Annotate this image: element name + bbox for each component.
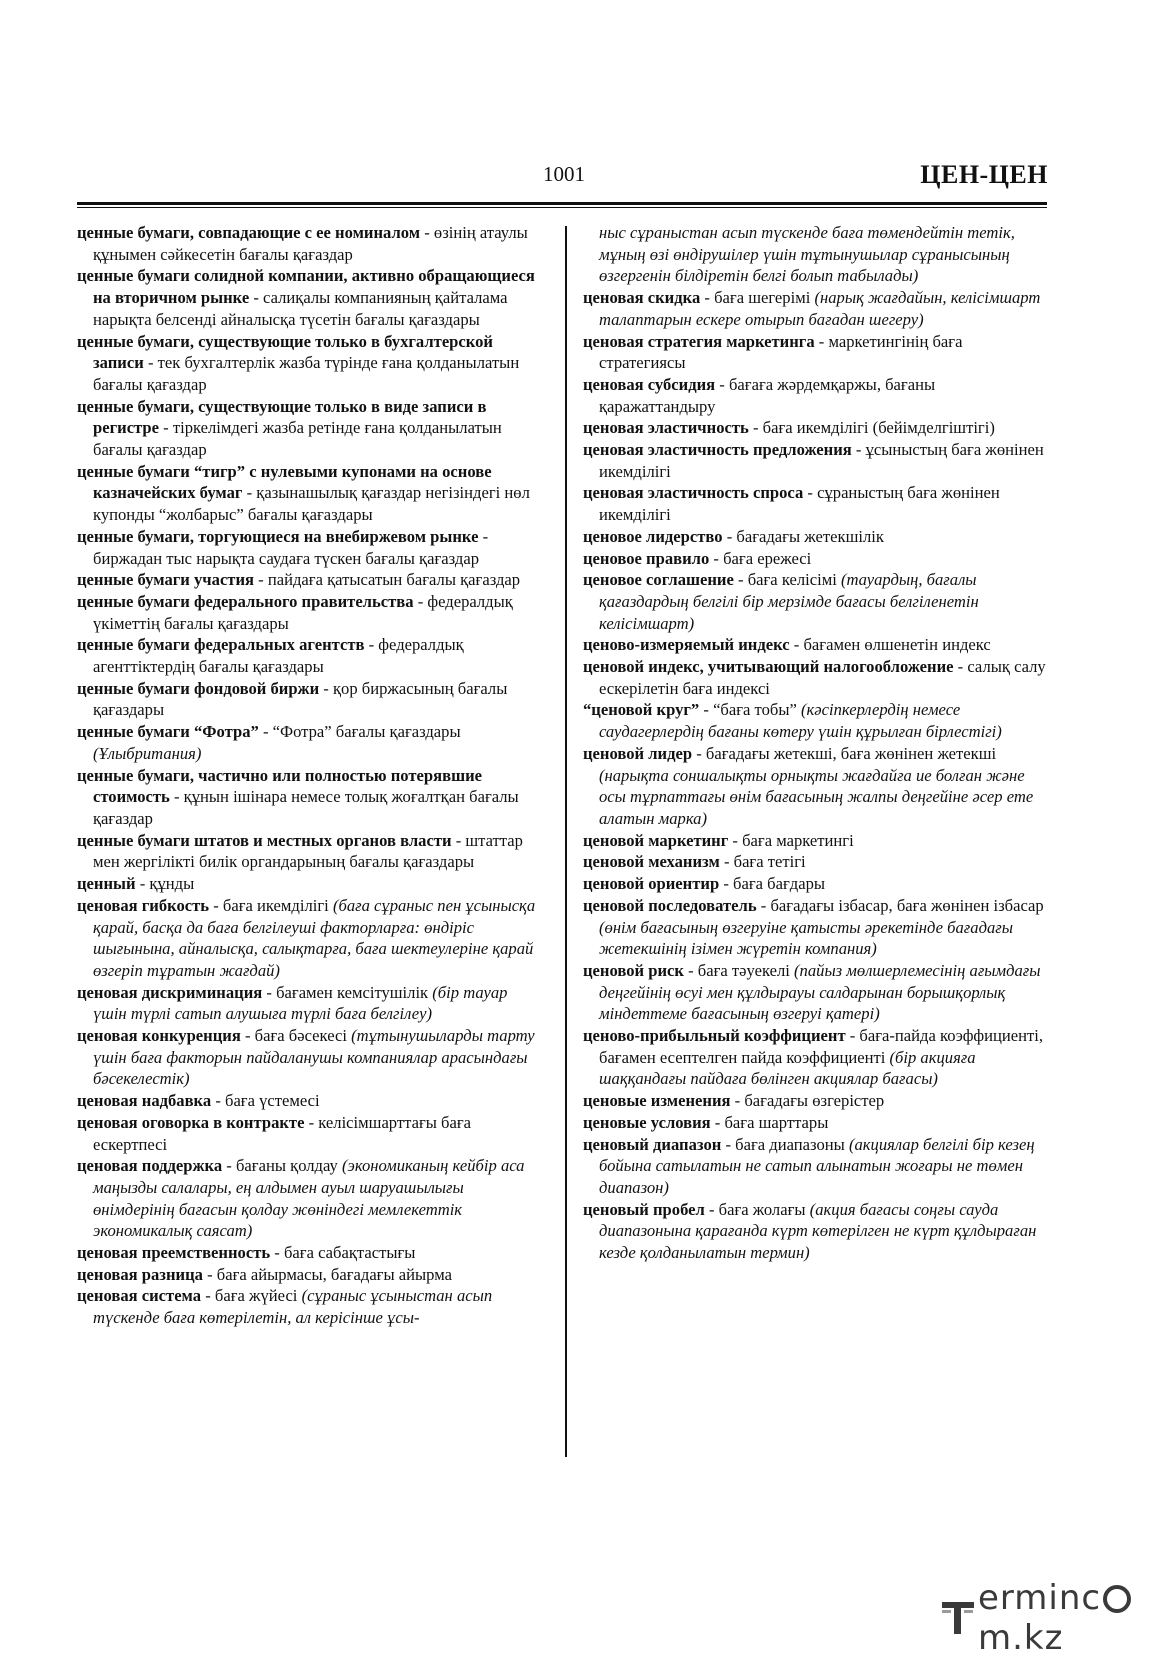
- entry-term: ценовая скидка: [583, 288, 701, 308]
- entry-term: ценовая эластичность предложения: [583, 440, 852, 460]
- entry-definition: келісімшарттағы баға ескертпесі: [93, 1112, 472, 1154]
- entry-note: (нарық жағдайын, келісімшарт талаптарын ескере отырып бағадан шегеру): [599, 288, 1041, 329]
- entry-term: ценные бумаги, существующие только в бухгалтерской записи: [77, 331, 493, 373]
- entry-term: ценовой лидер: [583, 743, 693, 763]
- dictionary-entry: ценовая стратегия маркетинга - маркетингінің баға стратегиясы: [583, 331, 963, 373]
- entry-term: ценовое соглашение: [583, 570, 734, 590]
- entry-term: ценово-измеряемый индекс: [583, 635, 790, 655]
- dictionary-entry: ценовое правило - баға ережесі: [583, 548, 812, 568]
- page-number: 1001: [543, 162, 585, 186]
- entry-definition: баға шарттары: [724, 1112, 829, 1132]
- entry-definition: “баға тобы”: [713, 700, 797, 720]
- entry-definition: баға диапазоны: [735, 1134, 845, 1154]
- entry-definition: бағадағы жетекші, баға жөнінен жетекші: [705, 743, 997, 763]
- entry-note: (тұтынушыларды тарту үшін баға факторын пайдаланушы компаниялар арасындағы бәсекелестік): [93, 1026, 535, 1089]
- entry-term: ценовые условия: [583, 1112, 711, 1132]
- entry-definition: бағадағы ізбасар, баға жөнінен ізбасар: [770, 895, 1044, 915]
- entry-term: ценные бумаги участия: [77, 570, 254, 590]
- entry-term: ценовой маркетинг: [583, 830, 729, 850]
- entry-definition: штаттар мен жергілікті билік органдарының бағалы қағаздары: [93, 830, 523, 872]
- entry-note: (бір тауар үшін түрлі сатып алушыға түрлі баға белгілеу): [93, 982, 508, 1024]
- entry-term: ценово-прибыльный коэффициент: [583, 1026, 846, 1046]
- dictionary-entry: ценные бумаги, торгующиеся на внебиржевом рынке - биржадан тыс нарықта саудаға түскен бағалы қағаздар: [77, 526, 489, 568]
- entry-note: (баға сұраныс пен ұсынысқа қарай, басқа да баға белгілеуші факторларға: өндіріс шығынына, айналысқа, салықтарға, баға шектеулеріне қарай өзгеріп тұратын жағдай): [93, 895, 536, 980]
- logo-t-icon: [940, 1598, 976, 1638]
- entry-note: (нарықта соншалықты орнықты жағдайға ие болған және осы тұрпаттағы өнім бағасының жалпы деңгейіне әсер ете алатын марка): [599, 765, 1034, 828]
- entry-definition: баға тәуекелі: [697, 960, 790, 980]
- entry-definition: баға айырмасы, бағадағы айырма: [216, 1264, 452, 1284]
- entry-term: ценные бумаги, совпадающие с ее номиналом: [77, 223, 421, 242]
- dictionary-entry: ценовой лидер - бағадағы жетекші, баға жөнінен жетекші (нарықта соншалықты орнықты жағдайға ие болған және осы тұрпаттағы өнім бағасының жалпы деңгейіне әсер ете алатын марка): [583, 743, 1034, 828]
- entry-term: ценные бумаги федерального правительства: [77, 591, 414, 611]
- entry-definition: бағаны қолдау: [235, 1156, 338, 1176]
- entry-term: ценные бумаги “Фотра”: [77, 722, 259, 742]
- dictionary-entry: ценные бумаги “Фотра” - “Фотра” бағалы қағаздары (Ұлыбритания): [77, 722, 461, 763]
- dictionary-entry: ценовая оговорка в контракте - келісімшарттағы баға ескертпесі: [77, 1112, 472, 1154]
- dictionary-entry: ценные бумаги участия - пайдаға қатысатын бағалы қағаздар: [77, 570, 521, 590]
- entry-term: ценовой последователь: [583, 895, 757, 915]
- entry-term: ценные бумаги солидной компании, активно обращающиеся на вторичном рынке: [77, 266, 535, 308]
- entry-term: ценовая субсидия: [583, 374, 716, 394]
- entry-term: “ценовой круг”: [583, 700, 700, 720]
- dictionary-entry: “ценовой круг” - “баға тобы” (кәсіпкерлердің немесе саудагерлердің бағаны көтеру үшін құрылған бірлестігі): [583, 700, 1002, 742]
- entry-term: ценовая оговорка в контракте: [77, 1112, 305, 1132]
- entry-term: ценовой индекс, учитывающий налогообложение: [583, 657, 954, 677]
- entry-definition: бағамен өлшенетін индекс: [803, 635, 991, 655]
- entry-definition: қор биржасының бағалы қағаздары: [93, 678, 508, 720]
- entry-term: ценовое лидерство: [583, 526, 723, 546]
- entry-definition: құнды: [149, 874, 195, 894]
- entry-note: (Ұлыбритания): [93, 743, 202, 763]
- dictionary-entry: ценовой последователь - бағадағы ізбасар, баға жөнінен ізбасар (өнім бағасының өзгеруіне қатысты әрекетінде бағадағы жетекшінің ізімен жүретін компания): [583, 895, 1044, 959]
- entry-note: (тауардың, бағалы қағаздардың белгілі бір мерзімде бағасы белгіленетін келісімшарт): [599, 570, 979, 633]
- dictionary-entry: ценовая эластичность - баға икемділігі (бейімделгіштігі): [583, 418, 995, 438]
- entry-term: ценовая преемственность: [77, 1243, 271, 1263]
- entry-term: ценовый диапазон: [583, 1134, 722, 1154]
- dictionary-entry: ценные бумаги, совпадающие с ее номиналом - өзінің атаулы құнымен сәйкесетін бағалы қағаздар: [77, 223, 528, 264]
- entry-term: ценовая эластичность спроса: [583, 483, 804, 503]
- dictionary-entry: ценовой риск - баға тәуекелі (пайыз мөлшерлемесінің ағымдағы деңгейінің өсуі мен құлдырауы салдарынан борышқорлық міндеттеме бағасының өзгеруі қатері): [583, 960, 1041, 1024]
- entry-definition: баға келісімі: [747, 570, 837, 590]
- column-divider: [565, 226, 567, 1457]
- entry-note: (кәсіпкерлердің немесе саудагерлердің бағаны көтеру үшін құрылған бірлестігі): [599, 700, 1002, 742]
- dictionary-entry: [583, 222, 1047, 287]
- dictionary-entry: ценные бумаги федеральных агентств - федералдық агенттіктердің бағалы қағаздары: [77, 635, 464, 677]
- entry-term: ценовая разница: [77, 1264, 203, 1284]
- dictionary-entry: ценовая субсидия - бағаға жәрдемқаржы, бағаны қаражаттандыру: [583, 374, 936, 416]
- entry-note: (экономиканың кейбір аса маңызды салалары, ең алдымен ауыл шаруашылығы өнімдерінің бағасын қолдау жөніндегі мемлекеттік экономикалық саясат): [93, 1156, 525, 1241]
- entry-definition: баға икемділігі (бейімделгіштігі): [762, 418, 995, 438]
- dictionary-entry: ценовый пробел - баға жолағы (акция бағасы соңғы сауда диапазонына қарағанда күрт көтерілген не күрт құлдыраған кезде қолданылатын термин): [583, 1199, 1037, 1263]
- dictionary-entry: ценные бумаги, существующие только в виде записи в регистре - тіркелімдегі жазба ретінде ғана қолданылатын бағалы қағаздар: [77, 396, 502, 460]
- entry-term: ценовая поддержка: [77, 1156, 223, 1176]
- entry-definition: баға бәсекесі: [254, 1026, 347, 1046]
- entry-term: ценовый пробел: [583, 1199, 705, 1219]
- dictionary-entry: ценовая гибкость - баға икемділігі (баға сұраныс пен ұсынысқа қарай, басқа да баға белгілеуші факторларға: өндіріс шығынына, айналысқа, салықтарға, баға шектеулеріне қарай өзгеріп тұратын жағдай): [77, 895, 536, 980]
- logo-text: ermincm.kz: [978, 1578, 1158, 1658]
- dictionary-entry: ценный - құнды: [77, 874, 195, 894]
- dictionary-entry: ценово-прибыльный коэффициент - баға-пайда коэффициенті, бағамен есептелген пайда коэффициенті (бір акцияға шаққандағы пайдаға бөлінген акциялар бағасы): [583, 1026, 1044, 1089]
- entry-definition: “Фотра” бағалы қағаздары: [272, 722, 461, 742]
- entry-term: ценовая дискриминация: [77, 982, 263, 1002]
- entry-term: ценовая система: [77, 1286, 202, 1306]
- entry-definition: баға сабақтастығы: [283, 1243, 416, 1263]
- dictionary-entry: ценные бумаги фондовой биржи - қор биржасының бағалы қағаздары: [77, 678, 508, 720]
- dictionary-entry: ценовая преемственность - баға сабақтастығы: [77, 1243, 416, 1263]
- entry-term: ценовая конкуренция: [77, 1026, 241, 1046]
- right-column: [583, 222, 1047, 1264]
- entry-term: ценовая гибкость: [77, 895, 210, 915]
- header-rule-thin: [77, 207, 1047, 208]
- dictionary-entry: ценовой механизм - баға тетігі: [583, 852, 806, 872]
- entry-term: ценовое правило: [583, 548, 710, 568]
- entry-term: ценные бумаги “тигр” с нулевыми купонами на основе казначейских бумаг: [77, 461, 492, 503]
- entry-definition: маркетингінің баға стратегиясы: [599, 331, 963, 373]
- entry-definition: федералдық агенттіктердің бағалы қағаздары: [93, 635, 464, 677]
- entry-note: (сұраныс ұсыныстан асып түскенде баға көтерілетін, ал керісінше ұсы-: [93, 1286, 493, 1328]
- dictionary-entry: ценовой индекс, учитывающий налогообложение - салық салу ескерілетін баға индексі: [583, 657, 1046, 698]
- entry-term: ценные бумаги, существующие только в виде записи в регистре: [77, 396, 487, 438]
- entry-definition: баға икемділігі: [222, 895, 329, 915]
- entry-term: ценные бумаги федеральных агентств: [77, 635, 365, 655]
- entry-term: ценовой механизм: [583, 852, 720, 872]
- entry-definition: баға тетігі: [733, 852, 806, 872]
- dictionary-entry: ценовая эластичность предложения - ұсыныстың баға жөнінен икемділігі: [583, 440, 1044, 481]
- dictionary-entry: ценные бумаги, частично или полностью потерявшие стоимость - құнын ішінара немесе толық жоғалтқан бағалы қағаздар: [77, 765, 519, 828]
- entry-definition: бағамен кемсітушілік: [276, 982, 429, 1002]
- entry-note: (пайыз мөлшерлемесінің ағымдағы деңгейінің өсуі мен құлдырауы салдарынан борышқорлық міндеттеме бағасының өзгеруі қатері): [599, 960, 1041, 1024]
- dictionary-entry: ценовая скидка - баға шегерімі (нарық жағдайын, келісімшарт талаптарын ескере отырып бағадан шегеру): [583, 288, 1041, 329]
- dictionary-entry: ценные бумаги федерального правительства - федералдық үкіметтің бағалы қағаздары: [77, 591, 513, 633]
- entry-term: ценные бумаги, частично или полностью потерявшие стоимость: [77, 765, 482, 807]
- running-head: ЦЕН-ЦЕН: [920, 160, 1048, 189]
- entry-term: ценовые изменения: [583, 1091, 731, 1111]
- entry-definition: ұсыныстың баға жөнінен икемділігі: [599, 440, 1044, 481]
- entry-definition: бағадағы өзгерістер: [744, 1091, 885, 1111]
- entry-definition: баға жолағы: [718, 1199, 806, 1219]
- entry-definition: тек бухгалтерлік жазба түрінде ғана қолданылатын бағалы қағаздар: [93, 353, 520, 394]
- entry-definition: салық салу ескерілетін баға индексі: [599, 657, 1046, 698]
- entry-definition: баға жүйесі: [214, 1286, 298, 1306]
- dictionary-entry: ценовый диапазон - баға диапазоны (акциялар белгілі бір кезең бойына сатылатын не сатып алынатын жоғары не төмен диапазон): [583, 1134, 1035, 1197]
- dictionary-entry: ценные бумаги штатов и местных органов власти - штаттар мен жергілікті билік органдарының бағалы қағаздары: [77, 830, 523, 872]
- entry-definition: құнын ішінара немесе толық жоғалтқан бағалы қағаздар: [93, 787, 519, 828]
- entry-definition: салиқалы компанияның қайталама нарықта белсенді айналысқа түсетін бағалы қағаздары: [93, 288, 508, 329]
- header-rule: [77, 202, 1047, 205]
- entry-note: (өнім бағасының өзгеруіне қатысты әрекетінде бағадағы жетекшінің ізімен жүретін компания): [599, 917, 1013, 959]
- dictionary-entry: ценовая эластичность спроса - сұраныстың баға жөнінен икемділігі: [583, 483, 1000, 525]
- dictionary-entry: ценовая надбавка - баға үстемесі: [77, 1091, 320, 1111]
- entry-term: ценные бумаги штатов и местных органов власти: [77, 830, 452, 850]
- entry-definition: баға-пайда коэффициенті, бағамен есептелген пайда коэффициенті: [599, 1026, 1044, 1067]
- entry-term: ценные бумаги фондовой биржи: [77, 678, 320, 698]
- dictionary-entry: ценово-измеряемый индекс - бағамен өлшенетін индекс: [583, 635, 991, 655]
- entry-note: (акция бағасы соңғы сауда диапазонына қарағанда күрт көтерілген не күрт құлдыраған кезде қолданылатын термин): [599, 1199, 1037, 1263]
- entry-term: ценный: [77, 874, 136, 894]
- dictionary-entry: ценовые изменения - бағадағы өзгерістер: [583, 1091, 885, 1111]
- left-column: [77, 222, 545, 1329]
- entry-term: ценовой ориентир: [583, 874, 720, 894]
- dictionary-entry: ценовая конкуренция - баға бәсекесі (тұтынушыларды тарту үшін баға факторын пайдаланушы компаниялар арасындағы бәсекелестік): [77, 1026, 535, 1089]
- dictionary-entry: ценовое соглашение - баға келісімі (тауардың, бағалы қағаздардың белгілі бір мерзімде бағасы белгіленетін келісімшарт): [583, 570, 979, 633]
- entry-definition: тіркелімдегі жазба ретінде ғана қолданылатын бағалы қағаздар: [93, 418, 502, 460]
- dictionary-entry: ценные бумаги “тигр” с нулевыми купонами на основе казначейских бумаг - қазынашылық қағаздар негізіндегі нөл купонды “жолбарыс” бағалы қағаздары: [77, 461, 530, 525]
- dictionary-entry: ценовой ориентир - баға бағдары: [583, 874, 826, 894]
- entry-definition: биржадан тыс нарықта саудаға түскен бағалы қағаздар: [93, 548, 480, 568]
- dictionary-entry: ценовая дискриминация - бағамен кемсітушілік (бір тауар үшін түрлі сатып алушыға түрлі баға белгілеу): [77, 982, 508, 1024]
- dictionary-entry: ценные бумаги, существующие только в бухгалтерской записи - тек бухгалтерлік жазба түрінде ғана қолданылатын бағалы қағаздар: [77, 331, 520, 394]
- entry-definition: бағаға жәрдемқаржы, бағаны қаражаттандыру: [599, 374, 936, 416]
- entry-definition: баға үстемесі: [225, 1091, 320, 1111]
- dictionary-entry: ценовая поддержка - бағаны қолдау (экономиканың кейбір аса маңызды салалары, ең алдымен ауыл шаруашылығы өнімдерінің бағасын қолдау жөніндегі мемлекеттік экономикалық саясат): [77, 1156, 525, 1241]
- entry-definition: пайдаға қатысатын бағалы қағаздар: [267, 570, 521, 590]
- entry-definition: баға шегерімі: [714, 288, 811, 308]
- entry-definition: баға бағдары: [733, 874, 826, 894]
- dictionary-entry: ценовые условия - баға шарттары: [583, 1112, 829, 1132]
- entry-definition: өзінің атаулы құнымен сәйкесетін бағалы қағаздар: [93, 223, 528, 264]
- dictionary-entry: ценовое лидерство - бағадағы жетекшілік: [583, 526, 884, 546]
- entry-definition: баға маркетингі: [742, 830, 854, 850]
- logo-circle-icon: [1103, 1585, 1131, 1613]
- entry-term: ценные бумаги, торгующиеся на внебиржевом рынке: [77, 526, 479, 546]
- dictionary-entry: ценные бумаги солидной компании, активно обращающиеся на вторичном рынке - салиқалы компанияның қайталама нарықта белсенді айналысқа түсетін бағалы қағаздары: [77, 266, 535, 329]
- dictionary-entry: ценовая система - баға жүйесі (сұраныс ұсыныстан асып түскенде баға көтерілетін, ал керісінше ұсы-: [77, 1286, 493, 1328]
- entry-definition: бағадағы жетекшілік: [736, 526, 884, 546]
- entry-note: ныс сұраныстан асып түскенде баға төмендейтін тетік, мұның өзі өндірушілер үшін тұтынушылар сұранысының өзгергенін білдіретін белгі болып табылады): [599, 223, 1015, 286]
- dictionary-entry: ценовой маркетинг - баға маркетингі: [583, 830, 854, 850]
- entry-note: (бір акцияға шаққандағы пайдаға бөлінген акциялар бағасы): [599, 1047, 976, 1089]
- dictionary-entry: ценовая разница - баға айырмасы, бағадағы айырма: [77, 1264, 452, 1284]
- entry-definition: федералдық үкіметтің бағалы қағаздары: [93, 591, 513, 633]
- entry-term: ценовая надбавка: [77, 1091, 212, 1111]
- entry-term: ценовая эластичность: [583, 418, 749, 438]
- entry-definition: қазынашылық қағаздар негізіндегі нөл купонды “жолбарыс” бағалы қағаздары: [93, 483, 530, 525]
- entry-term: ценовой риск: [583, 960, 684, 980]
- entry-note: (акциялар белгілі бір кезең бойына сатылатын не сатып алынатын жоғары не төмен диапазон): [599, 1134, 1035, 1197]
- termincom-logo[interactable]: [940, 1578, 1158, 1658]
- entry-definition: сұраныстың баға жөнінен икемділігі: [599, 483, 1000, 525]
- entry-definition: баға ережесі: [723, 548, 812, 568]
- entry-term: ценовая стратегия маркетинга: [583, 331, 815, 351]
